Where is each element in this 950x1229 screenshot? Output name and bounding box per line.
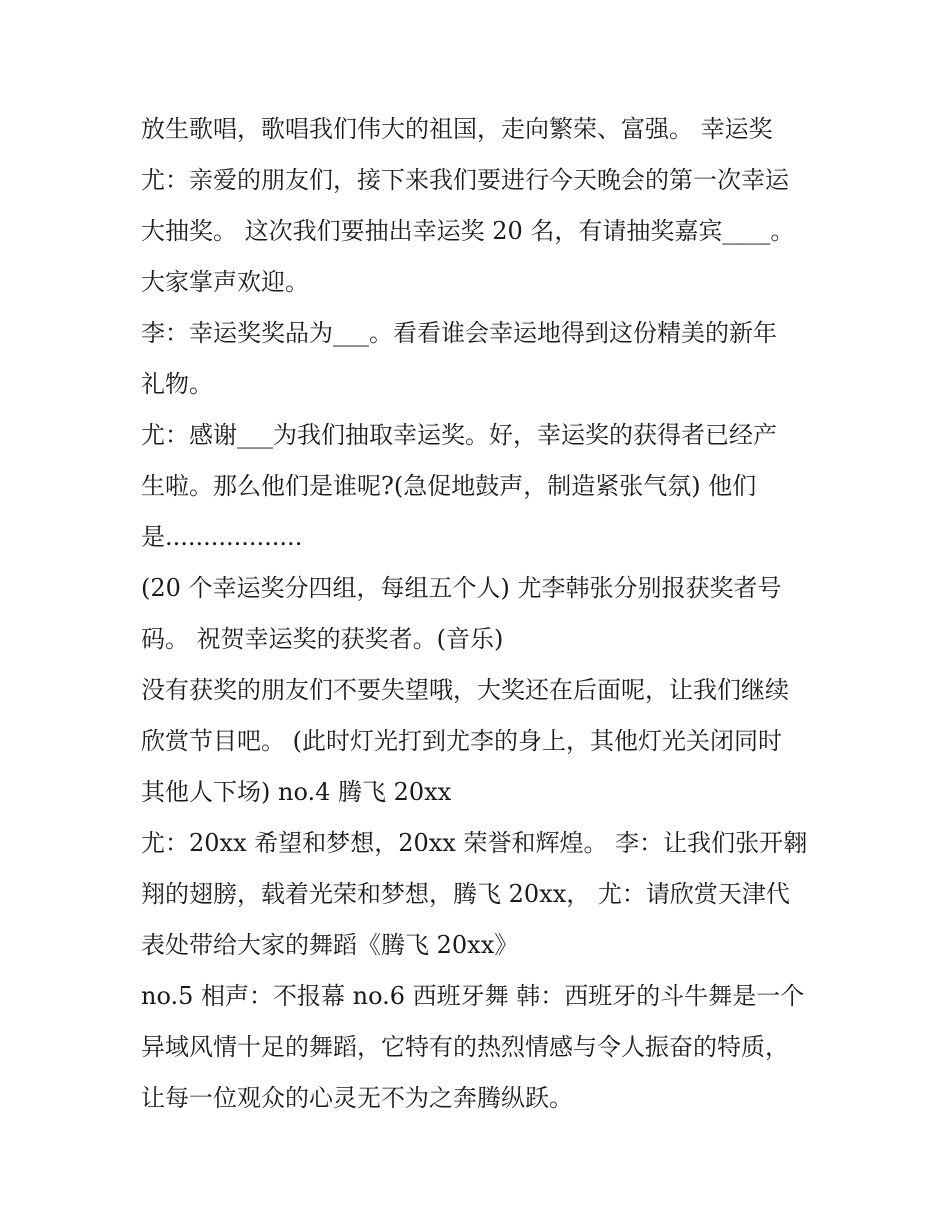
text-line-14: 其他人下场) no.4 腾飞 20xx <box>141 778 452 806</box>
text-line-11: 码。 祝贺幸运奖的获奖者。(音乐) <box>141 625 504 653</box>
text-line-1: 放生歌唱，歌唱我们伟大的祖国，走向繁荣、富强。 幸运奖 <box>141 115 773 143</box>
text-line-9: 是.................. <box>141 523 303 551</box>
text-line-6: 礼物。 <box>141 370 213 398</box>
text-line-16: 翔的翅膀，载着光荣和梦想，腾飞 20xx， 尤：请欣赏天津代 <box>141 880 790 908</box>
text-line-7: 尤：感谢___为我们抽取幸运奖。好，幸运奖的获得者已经产 <box>141 421 777 449</box>
text-line-19: 异域风情十足的舞蹈，它特有的热烈情感与令人振奋的特质， <box>141 1033 789 1061</box>
text-line-5: 李：幸运奖奖品为___。看看谁会幸运地得到这份精美的新年 <box>141 319 777 347</box>
text-line-20: 让每一位观众的心灵无不为之奔腾纵跃。 <box>141 1084 573 1112</box>
text-line-17: 表处带给大家的舞蹈《腾飞 20xx》 <box>141 931 519 959</box>
text-line-8: 生啦。那么他们是谁呢?(急促地鼓声，制造紧张气氛) 他们 <box>141 472 757 500</box>
text-line-18: no.5 相声：不报幕 no.6 西班牙舞 韩：西班牙的斗牛舞是一个 <box>141 982 805 1010</box>
text-line-4: 大家掌声欢迎。 <box>141 268 309 296</box>
text-line-12: 没有获奖的朋友们不要失望哦，大奖还在后面呢，让我们继续 <box>141 676 789 704</box>
text-line-13: 欣赏节目吧。 (此时灯光打到尤李的身上，其他灯光关闭同时 <box>141 727 782 755</box>
text-line-3: 大抽奖。 这次我们要抽出幸运奖 20 名，有请抽奖嘉宾____。 <box>141 217 795 245</box>
text-line-15: 尤：20xx 希望和梦想，20xx 荣誉和辉煌。 李：让我们张开翱 <box>141 829 808 857</box>
text-line-10: (20 个幸运奖分四组，每组五个人) 尤李韩张分别报获奖者号 <box>141 574 782 602</box>
text-line-2: 尤：亲爱的朋友们，接下来我们要进行今天晚会的第一次幸运 <box>141 166 789 194</box>
body-text <box>141 104 821 1124</box>
